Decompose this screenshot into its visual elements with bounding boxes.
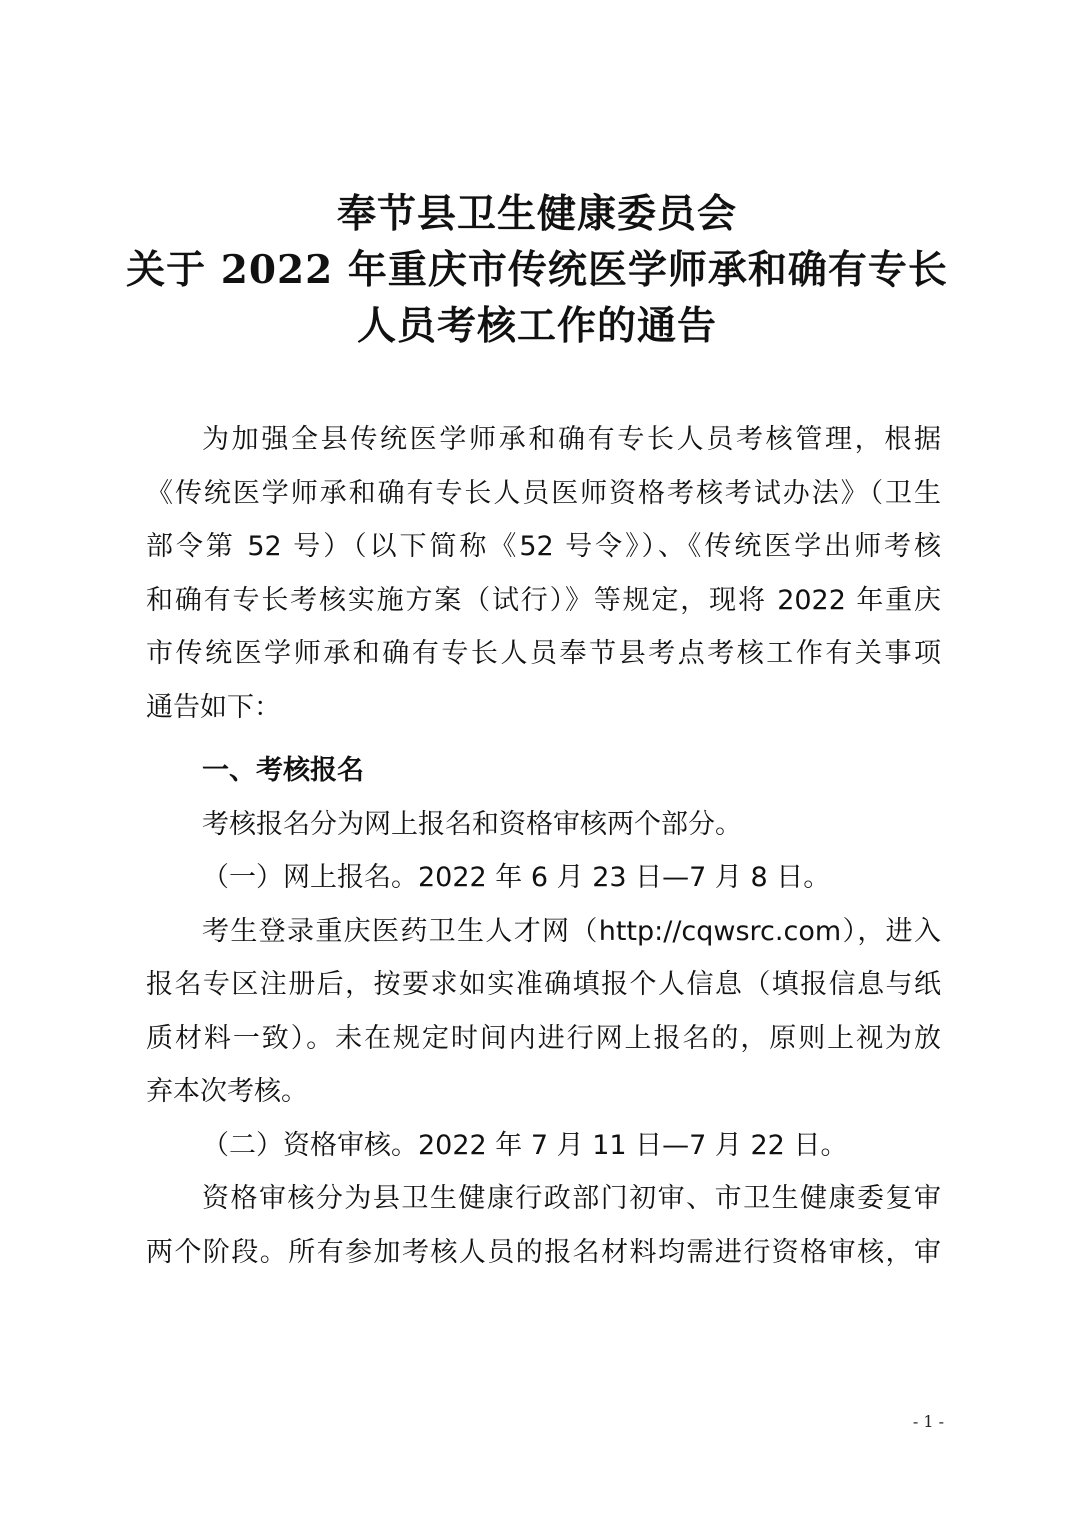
paragraph-1-line-6: 通告如下： [146, 691, 281, 723]
title-line-3: 人员考核工作的通告 [356, 303, 717, 349]
paragraph-1-line-3: 部令第 52 号）（以下简称《52 号令》）、《传统医学出师考核 [146, 531, 941, 562]
document-body [146, 413, 941, 1279]
section-heading-registration: 一、考核报名 [202, 755, 364, 786]
paragraph-4-line-1: 考生登录重庆医药卫生人才网（http://cqwsrc.com），进入 [202, 915, 941, 947]
page-number: - 1 - [912, 1412, 944, 1431]
document-title [0, 186, 1074, 354]
paragraph-1-line-5: 市传统医学师承和确有专长人员奉节县考点考核工作有关事项 [146, 638, 941, 669]
paragraph-1-line-1: 为加强全县传统医学师承和确有专长人员考核管理，根据 [202, 424, 941, 455]
paragraph-4-line-3: 质材料一致）。未在规定时间内进行网上报名的，原则上视为放 [146, 1022, 941, 1054]
title-line-1: 奉节县卫生健康委员会 [336, 191, 737, 237]
paragraph-4-line-4: 弃本次考核。 [146, 1076, 308, 1107]
paragraph-1-line-2: 《传统医学师承和确有专长人员医师资格考核考试办法》（卫生 [146, 477, 941, 509]
paragraph-1-line-4: 和确有专长考核实施方案（试行）》等规定，现将 2022 年重庆 [146, 584, 941, 616]
paragraph-4-line-2: 报名专区注册后，按要求如实准确填报个人信息（填报信息与纸 [146, 969, 941, 1000]
paragraph-6-line-2: 两个阶段。所有参加考核人员的报名材料均需进行资格审核，审 [146, 1236, 941, 1268]
paragraph-2: 考核报名分为网上报名和资格审核两个部分。 [202, 808, 742, 840]
paragraph-6-line-1: 资格审核分为县卫生健康行政部门初审、市卫生健康委复审 [202, 1183, 941, 1214]
paragraph-qualification-review: （二）资格审核。2022 年 7 月 11 日—7 月 22 日。 [202, 1129, 848, 1161]
title-line-2: 关于 2022 年重庆市传统医学师承和确有专长 [126, 247, 948, 293]
paragraph-online-registration: （一）网上报名。2022 年 6 月 23 日—7 月 8 日。 [202, 862, 831, 893]
